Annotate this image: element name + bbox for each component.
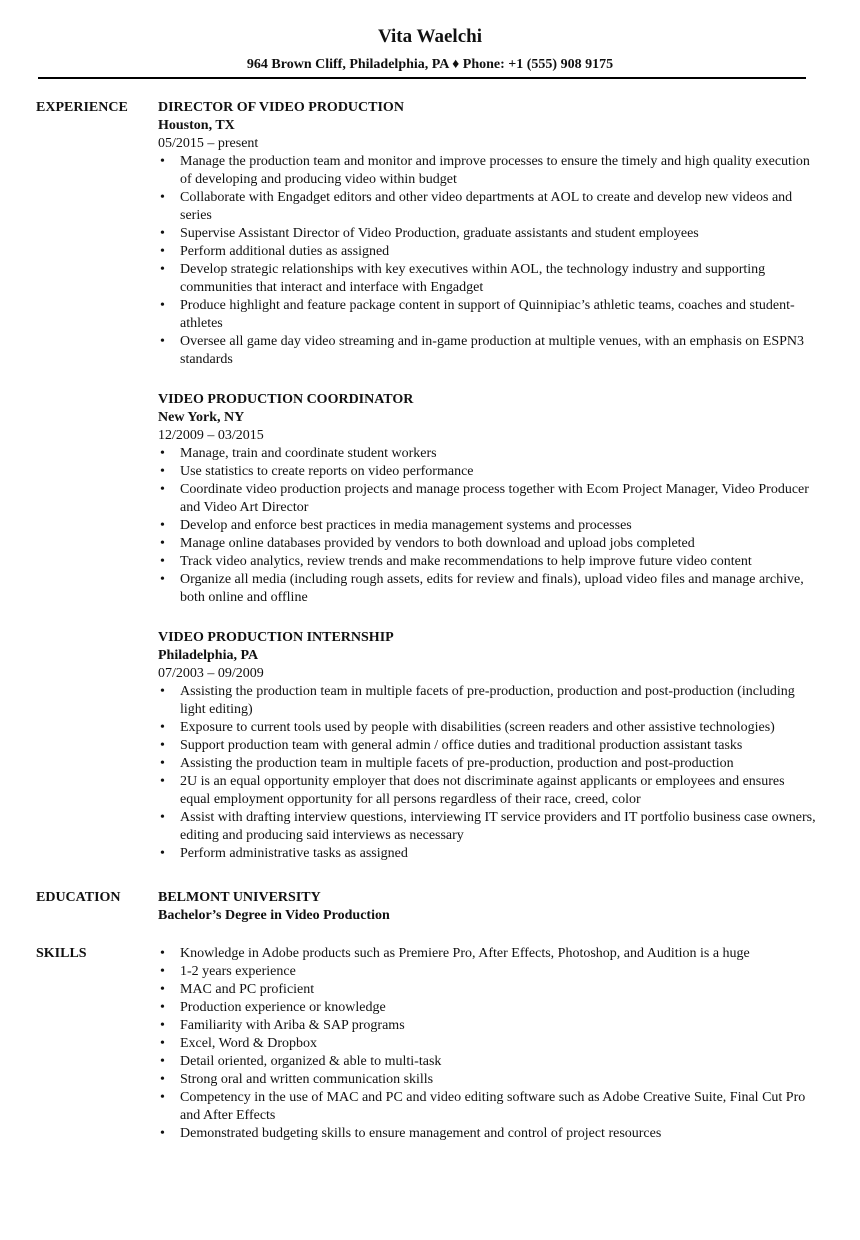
section-title-experience: EXPERIENCE <box>36 100 128 115</box>
bullet-item: • Assisting the production team in multiple facets of pre-production, production and post-production <box>180 755 818 773</box>
bullet-item: • Collaborate with Engadget editors and other video departments at AOL to create and develop new videos and series <box>180 189 818 225</box>
skill-item: • Demonstrated budgeting skills to ensure management and control of project resources <box>180 1125 818 1143</box>
school-name: BELMONT UNIVERSITY <box>158 890 321 905</box>
bullet-item: • Develop and enforce best practices in media management systems and processes <box>180 517 818 535</box>
section-title-skills: SKILLS <box>36 946 87 961</box>
bullet-item: • Perform additional duties as assigned <box>180 243 818 261</box>
bullet-item: • Use statistics to create reports on video performance <box>180 463 818 481</box>
bullet-item: • Oversee all game day video streaming and in-game production at multiple venues, with an emphasis on ESPN3 standards <box>180 333 818 369</box>
bullet-item: • Assisting the production team in multiple facets of pre-production, production and post-production (including light editing) <box>180 683 818 719</box>
candidate-name: Vita Waelchi <box>378 26 482 47</box>
bullet-item: • Coordinate video production projects and manage process together with Ecom Project Manager, Video Producer and Video Art Director <box>180 481 818 517</box>
skill-item: • Detail oriented, organized & able to multi-task <box>180 1053 818 1071</box>
job-dates: 12/2009 – 03/2015 <box>158 428 264 443</box>
job-dates: 07/2003 – 09/2009 <box>158 666 264 681</box>
job-bullets <box>158 445 818 607</box>
bullet-item: • Track video analytics, review trends and make recommendations to help improve future video content <box>180 553 818 571</box>
job-location: Philadelphia, PA <box>158 648 259 663</box>
resume-header <box>0 24 860 74</box>
bullet-item: • Develop strategic relationships with key executives within AOL, the technology industry and supporting communities that interact and interface with Engadget <box>180 261 818 297</box>
job-location: Houston, TX <box>158 118 235 133</box>
job-bullets <box>158 153 818 369</box>
experience-body <box>158 99 818 885</box>
skill-item: • Competency in the use of MAC and PC and video editing software such as Adobe Creative Suite, Final Cut Pro and After Effects <box>180 1089 818 1125</box>
job-title: DIRECTOR OF VIDEO PRODUCTION <box>158 100 404 115</box>
bullet-item: • Manage, train and coordinate student workers <box>180 445 818 463</box>
skills-list <box>158 945 818 1143</box>
skill-item: • Production experience or knowledge <box>180 999 818 1017</box>
bullet-item: • Assist with drafting interview questions, interviewing IT service providers and IT portfolio business case owners, editing and producing said interviews as necessary <box>180 809 818 845</box>
job-location: New York, NY <box>158 410 245 425</box>
header-divider <box>38 77 806 79</box>
bullet-item: • Manage online databases provided by vendors to both download and upload jobs completed <box>180 535 818 553</box>
skill-item: • Knowledge in Adobe products such as Premiere Pro, After Effects, Photoshop, and Audition is a huge <box>180 945 818 963</box>
skill-item: • Familiarity with Ariba & SAP programs <box>180 1017 818 1035</box>
bullet-item: • Supervise Assistant Director of Video Production, graduate assistants and student employees <box>180 225 818 243</box>
skill-item: • 1-2 years experience <box>180 963 818 981</box>
skill-item: • Excel, Word & Dropbox <box>180 1035 818 1053</box>
skills-body <box>158 945 818 1143</box>
job-title: VIDEO PRODUCTION INTERNSHIP <box>158 630 394 645</box>
bullet-item: • Exposure to current tools used by people with disabilities (screen readers and other assistive technologies) <box>180 719 818 737</box>
job-entry <box>158 99 818 369</box>
bullet-item: • Manage the production team and monitor and improve processes to ensure the timely and high quality execution of developing and producing video within budget <box>180 153 818 189</box>
degree: Bachelor’s Degree in Video Production <box>158 908 390 923</box>
job-entry <box>158 629 818 863</box>
bullet-item: • 2U is an equal opportunity employer that does not discriminate against applicants or employees and ensures equal employment opportunity for all persons regardless of their race, creed, color <box>180 773 818 809</box>
bullet-item: • Perform administrative tasks as assigned <box>180 845 818 863</box>
skill-item: • MAC and PC proficient <box>180 981 818 999</box>
bullet-item: • Support production team with general admin / office duties and traditional production assistant tasks <box>180 737 818 755</box>
bullet-item: • Organize all media (including rough assets, edits for review and finals), upload video files and manage archive, both online and offline <box>180 571 818 607</box>
contact-line: 964 Brown Cliff, Philadelphia, PA ♦ Phone: +1 (555) 908 9175 <box>246 57 614 72</box>
skill-item: • Strong oral and written communication skills <box>180 1071 818 1089</box>
job-title: VIDEO PRODUCTION COORDINATOR <box>158 392 414 407</box>
job-bullets <box>158 683 818 863</box>
job-entry <box>158 391 818 607</box>
bullet-item: • Produce highlight and feature package content in support of Quinnipiac’s athletic teams, coaches and student-athletes <box>180 297 818 333</box>
education-body <box>158 889 818 925</box>
job-dates: 05/2015 – present <box>158 136 259 151</box>
section-title-education: EDUCATION <box>36 890 121 905</box>
